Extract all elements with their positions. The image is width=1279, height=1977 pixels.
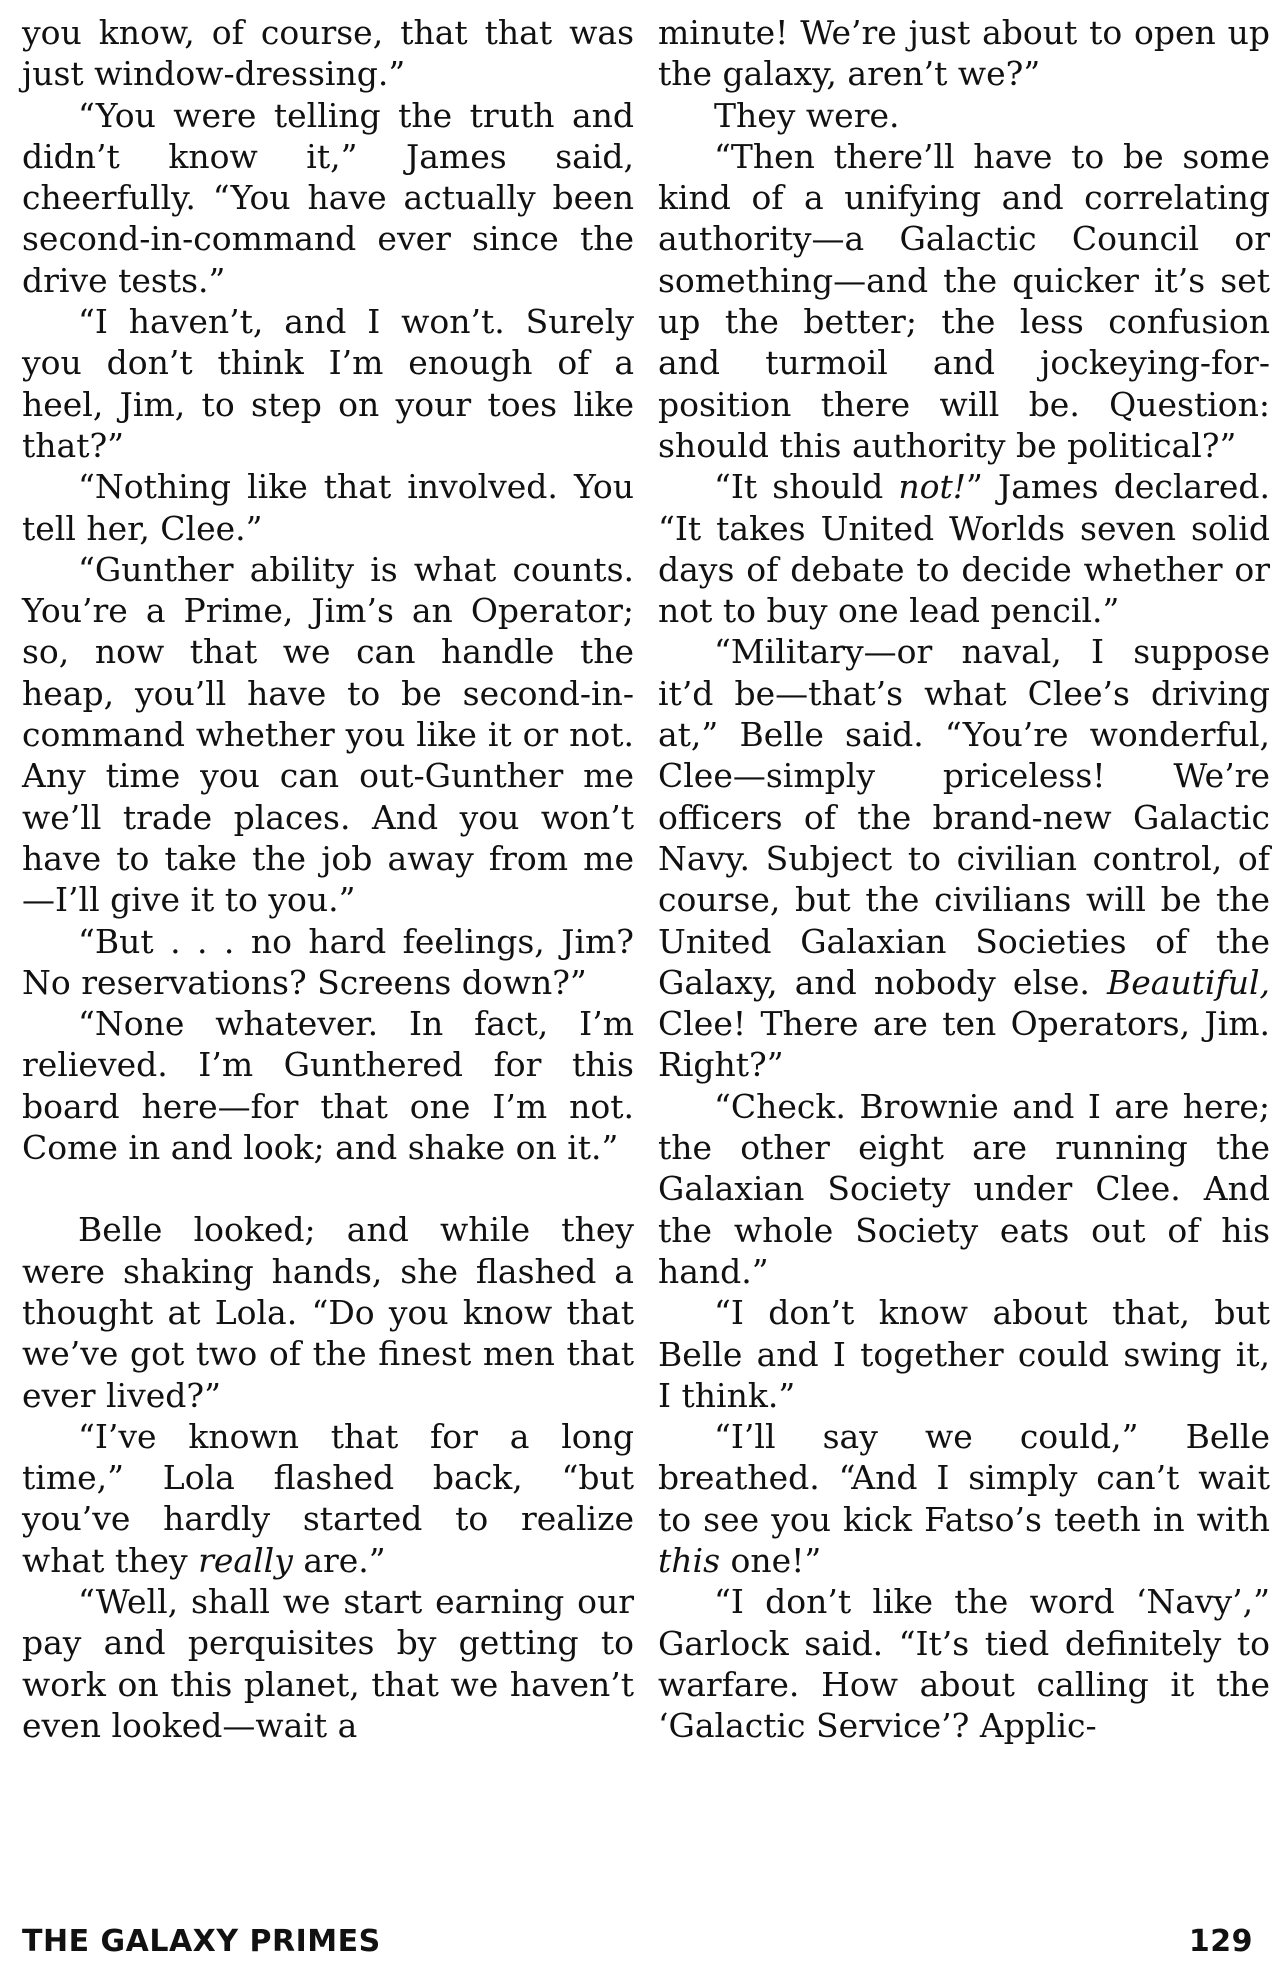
italic-text: Beautiful, — [1106, 962, 1270, 1002]
text-run: “I’ll say we could,” Belle breathed. “And I simply can’t wait to see you kick Fatso’s teeth in with — [658, 1417, 1270, 1539]
text-run: one!” — [720, 1540, 822, 1580]
paragraph: “Well, shall we start earning our pay and perquisites by getting to work on this planet, that we haven’t even looked—wait a — [22, 1581, 634, 1745]
paragraph: “I haven’t, and I won’t. Surely you don’t think I’m enough of a heel, Jim, to step on your toes like that?” — [22, 302, 634, 465]
text-run: are.” — [292, 1540, 386, 1580]
left-column — [22, 12, 634, 1746]
page-number: 129 — [1188, 1924, 1253, 1959]
text-run: “I’ve known that for a long time,” Lola flashed back, “but you’ve hardly started to realize what they — [22, 1416, 634, 1580]
paragraph: “Gunther ability is what counts. You’re a Prime, Jim’s an Operator; so, now that we can handle the heap, you’ll have to be second-in-command whether you like it or not. Any time you can out-Gunther me we’ll trade places. And you won’t have to take the job away from me—I’ll give it to you.” — [22, 549, 634, 920]
paragraph: “Check. Brownie and I are here; the other eight are running the Galaxian Society under Clee. And the whole Society eats out of his hand.” — [658, 1086, 1270, 1291]
paragraph: Belle looked; and while they were shaking hands, she flashed a thought at Lola. “Do you know that we’ve got two of the finest men that ever lived?” — [22, 1210, 634, 1415]
italic-text: not! — [898, 467, 966, 507]
paragraph — [658, 631, 1270, 1085]
paragraph: “But . . . no hard feelings, Jim? No reservations? Screens down?” — [22, 921, 634, 1002]
paragraph: minute! We’re just about to open up the galaxy, aren’t we?” — [658, 13, 1270, 94]
paragraph: “Then there’ll have to be some kind of a unifying and correlating authority—a Galactic Council or something—and the quicker it’s set up the better; the less confusion and turmoil and jockeying-for-position there will be. Question: should this authority be political?” — [658, 136, 1270, 465]
running-title: THE GALAXY PRIMES — [22, 1924, 381, 1959]
paragraph: “None whatever. In fact, I’m relieved. I’m Gunthered for this board here—for that one I’m not. Come in and look; and shake on it.” — [22, 1004, 634, 1168]
italic-text: this — [658, 1540, 721, 1580]
paragraph — [658, 1416, 1270, 1581]
text-run: Clee! There are ten Operators, Jim. Right?” — [658, 1004, 1270, 1085]
paragraph: you know, of course, that that was just window-dressing.” — [22, 13, 634, 94]
paragraph: “Nothing like that involved. You tell her, Clee.” — [22, 467, 634, 548]
paragraph — [22, 1416, 634, 1581]
paragraph: “I don’t know about that, but Belle and I together could swing it, I think.” — [658, 1293, 1270, 1415]
text-run: “It should — [714, 467, 899, 507]
paragraph — [658, 466, 1270, 631]
page-footer — [22, 1924, 1253, 1964]
text-run: ” James declared. “It takes United Worlds seven solid days of debate to decide whether or not to buy one lead pencil.” — [658, 467, 1270, 631]
paragraph: They were. — [714, 95, 900, 135]
right-column — [658, 12, 1270, 1746]
italic-text: really — [198, 1540, 293, 1580]
paragraph: “I don’t like the word ‘Navy’,” Garlock said. “It’s tied definitely to warfare. How about calling it the ‘Galactic Service’? Applic- — [658, 1582, 1270, 1746]
paragraph: “You were telling the truth and didn’t know it,” James said, cheerfully. “You have actually been second-in-command ever since the drive tests.” — [22, 95, 634, 300]
text-run: “Military—or naval, I suppose it’d be—that’s what Clee’s driving at,” Belle said. “You’re wonderful, Clee—simply priceless! We’re officers of the brand-new Galactic Navy. Subject to civilian control, of course, but the civilians will be the United Galaxian Societies of the Galaxy, and nobody else. — [658, 632, 1270, 1002]
